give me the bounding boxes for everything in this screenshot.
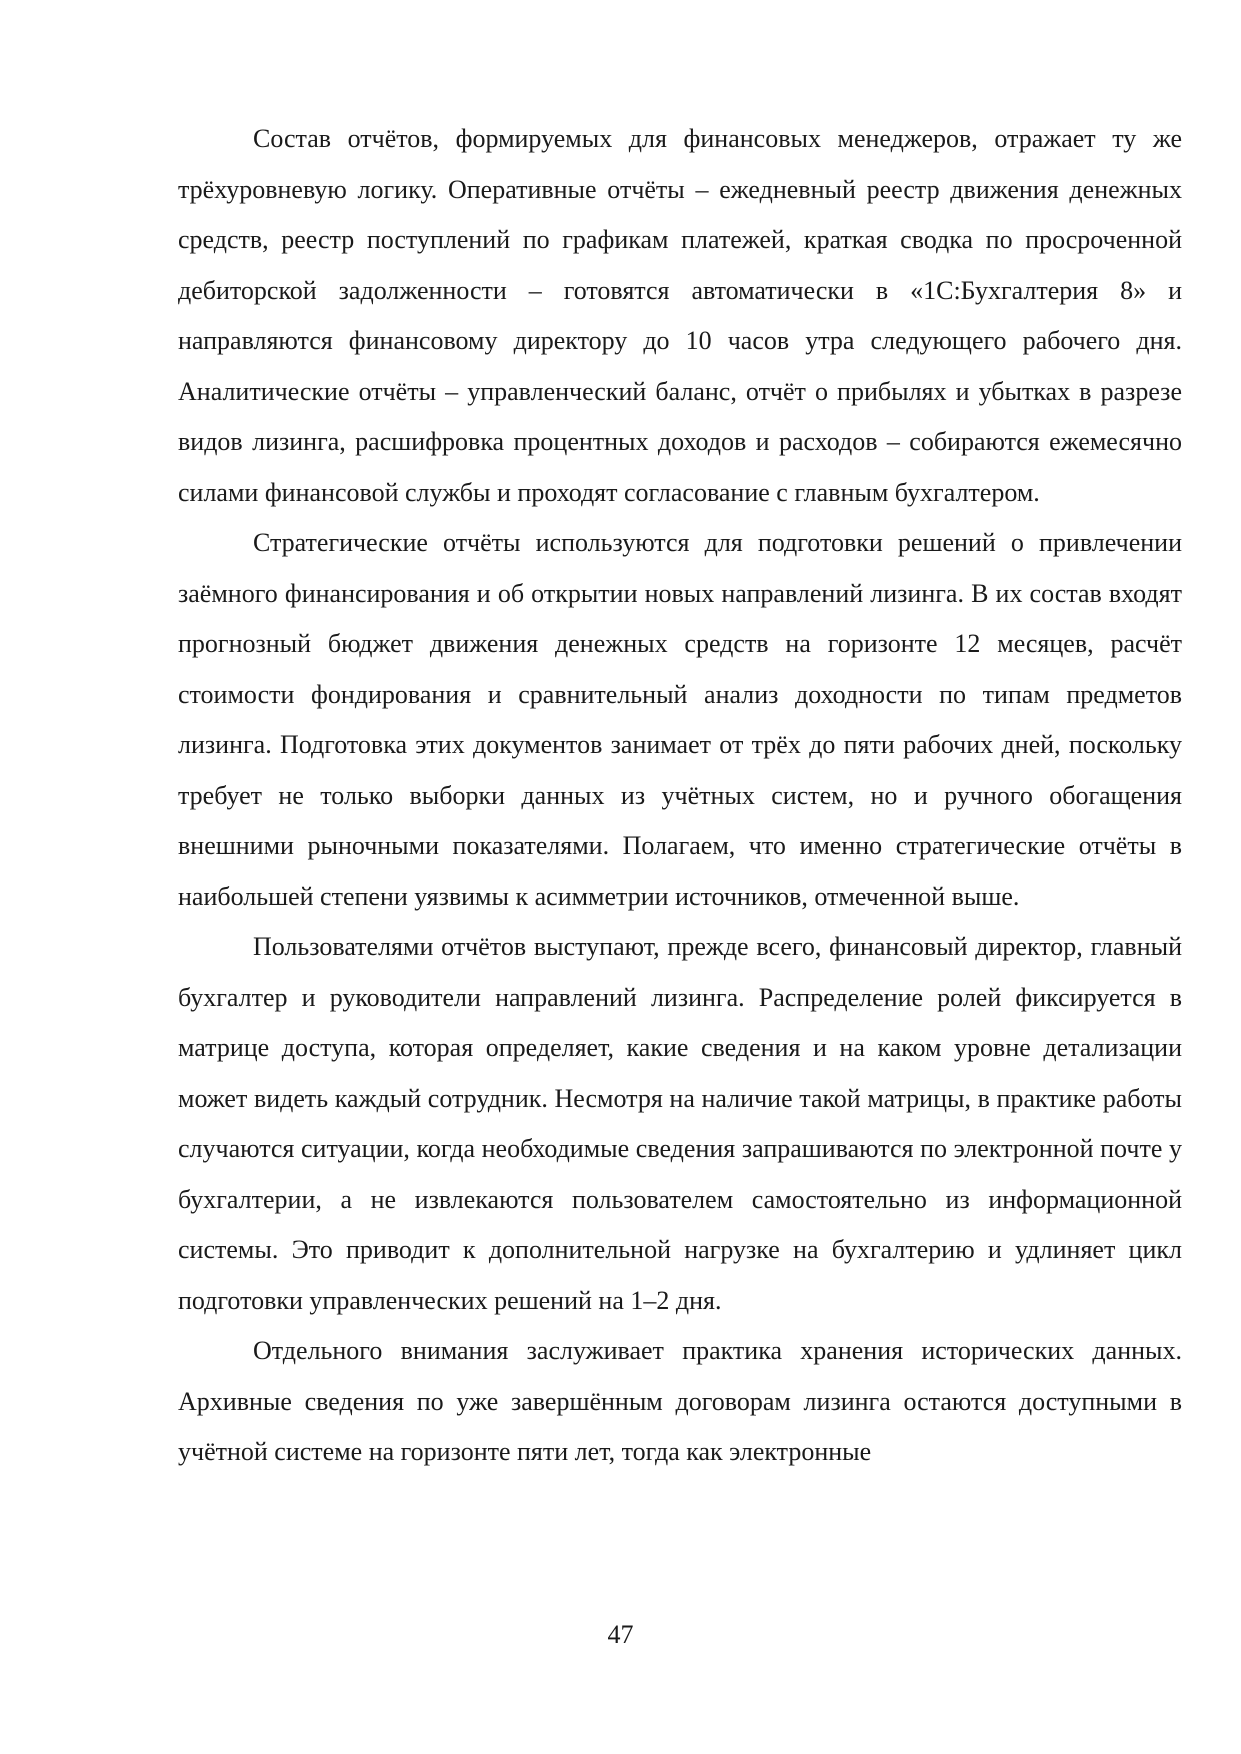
page-number: 47 [607, 1620, 634, 1649]
paragraph-strategic-reports: Стратегические отчёты используются для подготовки решений о привлечении заёмного финансирования и об открытии новых направлений лизинга. В их состав входят прогнозный бюджет движения денежных средств на горизонте 12 месяцев, расчёт стоимости фондирования и сравнительный анализ доходности по типам предметов лизинга. Подготовка этих документов занимает от трёх до пяти рабочих дней, поскольку требует не только выборки данных из учётных систем, но и ручного обогащения внешними рыночными показателями. Полагаем, что именно стратегические отчёты в наибольшей степени уязвимы к асимметрии источников, отмеченной выше. [178, 528, 1182, 911]
paragraph-report-composition: Состав отчётов, формируемых для финансовых менеджеров, отражает ту же трёхуровневую логику. Оперативные отчёты – ежедневный реестр движения денежных средств, реестр поступлений по графикам платежей, краткая сводка по просроченной дебиторской задолженности – готовятся автоматически в «1С:Бухгалтерия 8» и направляются финансовому директору до 10 часов утра следующего рабочего дня. Аналитические отчёты – управленческий баланс, отчёт о прибылях и убытках в разрезе видов лизинга, расшифровка процентных доходов и расходов – собираются ежемесячно силами финансовой службы и проходят согласование с главным бухгалтером. [178, 124, 1182, 507]
body-text [178, 114, 1182, 1478]
paragraph-report-users: Пользователями отчётов выступают, прежде всего, финансовый директор, главный бухгалтер и руководители направлений лизинга. Распределение ролей фиксируется в матрице доступа, которая определяет, какие сведения и на каком уровне детализации может видеть каждый сотрудник. Несмотря на наличие такой матрицы, в практике работы случаются ситуации, когда необходимые сведения запрашиваются по электронной почте у бухгалтерии, а не извлекаются пользователем самостоятельно из информационной системы. Это приводит к дополнительной нагрузке на бухгалтерию и удлиняет цикл подготовки управленческих решений на 1–2 дня. [178, 932, 1182, 1315]
paragraph-historical-data: Отдельного внимания заслуживает практика хранения исторических данных. Архивные сведения по уже завершённым договорам лизинга остаются доступными в учётной системе на горизонте пяти лет, тогда как электронные [178, 1336, 1182, 1466]
